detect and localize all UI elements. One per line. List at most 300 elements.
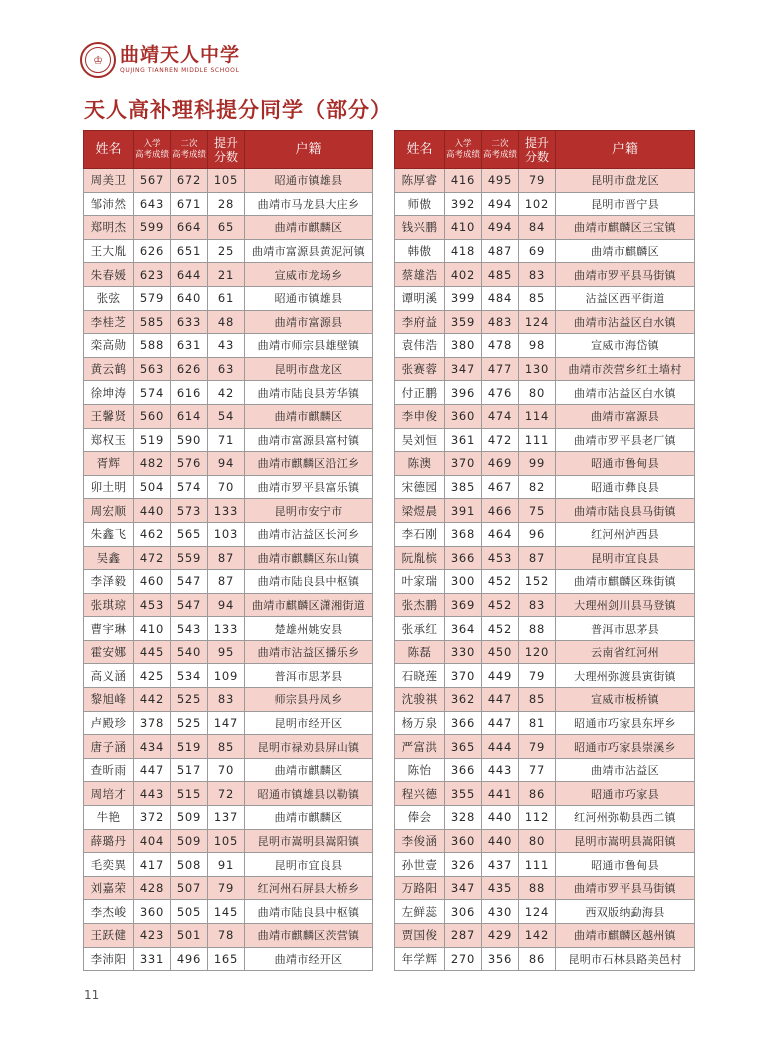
student-name: 万路阳 xyxy=(395,876,445,900)
student-name: 付正鹏 xyxy=(395,381,445,405)
score-gain: 79 xyxy=(519,664,556,688)
hometown: 昆明市晋宁县 xyxy=(556,192,695,216)
second-score: 651 xyxy=(171,239,208,263)
score-gain: 133 xyxy=(208,617,245,641)
second-score: 559 xyxy=(171,546,208,570)
entry-score: 404 xyxy=(134,829,171,853)
entry-score: 366 xyxy=(445,758,482,782)
student-name: 钱兴鹏 xyxy=(395,216,445,240)
hometown: 昭通市巧家县崇溪乡 xyxy=(556,735,695,759)
entry-score: 482 xyxy=(134,452,171,476)
second-score: 508 xyxy=(171,853,208,877)
second-score: 590 xyxy=(171,428,208,452)
entry-score: 579 xyxy=(134,286,171,310)
entry-score: 504 xyxy=(134,475,171,499)
entry-score: 331 xyxy=(134,947,171,971)
table-row xyxy=(84,688,373,712)
second-score: 452 xyxy=(482,570,519,594)
student-name: 张杰鹏 xyxy=(395,593,445,617)
second-score: 478 xyxy=(482,334,519,358)
hometown: 昆明市经开区 xyxy=(245,711,373,735)
table-row xyxy=(84,334,373,358)
student-name: 胥辉 xyxy=(84,452,134,476)
student-name: 陈磊 xyxy=(395,640,445,664)
hometown: 曲靖市麒麟区 xyxy=(556,239,695,263)
hometown: 曲靖市麒麟区珠街镇 xyxy=(556,570,695,594)
score-gain: 48 xyxy=(208,310,245,334)
second-score: 496 xyxy=(171,947,208,971)
table-row xyxy=(84,593,373,617)
second-score: 525 xyxy=(171,711,208,735)
entry-score: 574 xyxy=(134,381,171,405)
student-name: 李泽毅 xyxy=(84,570,134,594)
score-gain: 91 xyxy=(208,853,245,877)
table-row xyxy=(395,640,695,664)
student-name: 谭明溪 xyxy=(395,286,445,310)
table-row xyxy=(395,216,695,240)
second-score: 452 xyxy=(482,617,519,641)
second-score: 466 xyxy=(482,499,519,523)
student-name: 高义涵 xyxy=(84,664,134,688)
score-gain: 75 xyxy=(519,499,556,523)
score-gain: 88 xyxy=(519,876,556,900)
second-score: 547 xyxy=(171,570,208,594)
page-title: 天人高补理科提分同学（部分） xyxy=(84,98,392,122)
hometown: 曲靖市经开区 xyxy=(245,947,373,971)
hometown: 宣威市海岱镇 xyxy=(556,334,695,358)
student-name: 叶家瑞 xyxy=(395,570,445,594)
table-row xyxy=(84,357,373,381)
entry-score: 443 xyxy=(134,782,171,806)
hometown: 曲靖市富源县富村镇 xyxy=(245,428,373,452)
second-score: 534 xyxy=(171,664,208,688)
student-name: 郑明杰 xyxy=(84,216,134,240)
table-row xyxy=(395,593,695,617)
hometown: 曲靖市陆良县中枢镇 xyxy=(245,570,373,594)
hometown: 曲靖市罗平县马街镇 xyxy=(556,876,695,900)
hometown: 曲靖市麒麟区 xyxy=(245,216,373,240)
hometown: 沾益区西平街道 xyxy=(556,286,695,310)
table-row xyxy=(395,381,695,405)
table-row xyxy=(84,924,373,948)
entry-score: 326 xyxy=(445,853,482,877)
hometown: 曲靖市麒麟区潇湘街道 xyxy=(245,593,373,617)
score-gain: 81 xyxy=(519,711,556,735)
hometown: 昆明市盘龙区 xyxy=(556,169,695,193)
table-row xyxy=(395,758,695,782)
table-row xyxy=(395,310,695,334)
score-gain: 94 xyxy=(208,593,245,617)
student-name: 王馨贤 xyxy=(84,404,134,428)
score-gain: 124 xyxy=(519,310,556,334)
hometown: 昆明市安宁市 xyxy=(245,499,373,523)
hometown: 昭通市鲁甸县 xyxy=(556,853,695,877)
table-row xyxy=(84,475,373,499)
hometown: 曲靖市沾益区长河乡 xyxy=(245,522,373,546)
student-name: 牛艳 xyxy=(84,806,134,830)
school-logo xyxy=(80,42,116,78)
second-score: 616 xyxy=(171,381,208,405)
table-row xyxy=(395,829,695,853)
table-row xyxy=(395,570,695,594)
table-row xyxy=(84,758,373,782)
hometown: 曲靖市沾益区 xyxy=(556,758,695,782)
table-row xyxy=(84,522,373,546)
score-gain: 109 xyxy=(208,664,245,688)
hometown: 曲靖市麒麟区东山镇 xyxy=(245,546,373,570)
student-name: 梁煜晨 xyxy=(395,499,445,523)
table-body-left xyxy=(84,169,373,971)
second-score: 509 xyxy=(171,806,208,830)
hometown: 曲靖市师宗县雄壁镇 xyxy=(245,334,373,358)
hometown: 曲靖市罗平县富乐镇 xyxy=(245,475,373,499)
second-score: 485 xyxy=(482,263,519,287)
entry-score: 392 xyxy=(445,192,482,216)
second-score: 540 xyxy=(171,640,208,664)
second-score: 449 xyxy=(482,664,519,688)
score-gain: 80 xyxy=(519,829,556,853)
score-gain: 103 xyxy=(208,522,245,546)
table-row xyxy=(84,452,373,476)
table-row xyxy=(84,286,373,310)
second-score: 452 xyxy=(482,593,519,617)
entry-score: 416 xyxy=(445,169,482,193)
brand-block xyxy=(120,44,240,76)
entry-score: 410 xyxy=(134,617,171,641)
score-gain: 88 xyxy=(519,617,556,641)
second-score: 444 xyxy=(482,735,519,759)
entry-score: 360 xyxy=(445,829,482,853)
student-name: 王跃健 xyxy=(84,924,134,948)
second-score: 443 xyxy=(482,758,519,782)
entry-score: 366 xyxy=(445,546,482,570)
score-gain: 85 xyxy=(519,688,556,712)
col-second-score-header: 二次 高考成绩 xyxy=(171,131,208,169)
second-score: 484 xyxy=(482,286,519,310)
table-row xyxy=(84,546,373,570)
student-name: 孙世壹 xyxy=(395,853,445,877)
second-score: 476 xyxy=(482,381,519,405)
score-table-left xyxy=(83,130,373,971)
table-row xyxy=(395,617,695,641)
student-name: 栾高勋 xyxy=(84,334,134,358)
table-header-row xyxy=(84,131,373,169)
table-row xyxy=(395,664,695,688)
col-entry-score-header: 入学 高考成绩 xyxy=(134,131,171,169)
score-gain: 142 xyxy=(519,924,556,948)
table-row xyxy=(84,499,373,523)
table-body-right xyxy=(395,169,695,971)
school-name: 曲靖天人中学 xyxy=(120,44,241,66)
entry-score: 418 xyxy=(445,239,482,263)
entry-score: 365 xyxy=(445,735,482,759)
table-row xyxy=(395,900,695,924)
hometown: 昆明市嵩明县嵩阳镇 xyxy=(245,829,373,853)
entry-score: 434 xyxy=(134,735,171,759)
score-gain: 87 xyxy=(208,570,245,594)
hometown: 昆明市石林县路美邑村 xyxy=(556,947,695,971)
entry-score: 347 xyxy=(445,357,482,381)
student-name: 黄云鹤 xyxy=(84,357,134,381)
second-score: 576 xyxy=(171,452,208,476)
entry-score: 355 xyxy=(445,782,482,806)
table-row xyxy=(395,169,695,193)
table-row xyxy=(84,947,373,971)
second-score: 437 xyxy=(482,853,519,877)
second-score: 574 xyxy=(171,475,208,499)
table-row xyxy=(84,428,373,452)
hometown: 曲靖市陆良县马街镇 xyxy=(556,499,695,523)
second-score: 505 xyxy=(171,900,208,924)
entry-score: 417 xyxy=(134,853,171,877)
second-score: 440 xyxy=(482,829,519,853)
second-score: 626 xyxy=(171,357,208,381)
score-gain: 94 xyxy=(208,452,245,476)
entry-score: 347 xyxy=(445,876,482,900)
score-gain: 85 xyxy=(208,735,245,759)
entry-score: 366 xyxy=(445,711,482,735)
second-score: 507 xyxy=(171,876,208,900)
table-row xyxy=(84,192,373,216)
entry-score: 425 xyxy=(134,664,171,688)
hometown: 曲靖市茨营乡红土墙村 xyxy=(556,357,695,381)
table-row xyxy=(84,640,373,664)
entry-score: 370 xyxy=(445,664,482,688)
student-name: 程兴德 xyxy=(395,782,445,806)
student-name: 朱鑫飞 xyxy=(84,522,134,546)
entry-score: 328 xyxy=(445,806,482,830)
student-name: 薛璐丹 xyxy=(84,829,134,853)
hometown: 普洱市思茅县 xyxy=(245,664,373,688)
entry-score: 567 xyxy=(134,169,171,193)
score-gain: 28 xyxy=(208,192,245,216)
entry-score: 360 xyxy=(134,900,171,924)
student-name: 年学辉 xyxy=(395,947,445,971)
entry-score: 399 xyxy=(445,286,482,310)
score-gain: 80 xyxy=(519,381,556,405)
second-score: 633 xyxy=(171,310,208,334)
second-score: 640 xyxy=(171,286,208,310)
student-name: 曹宇琳 xyxy=(84,617,134,641)
table-row xyxy=(395,853,695,877)
hometown: 昆明市嵩明县嵩阳镇 xyxy=(556,829,695,853)
score-gain: 130 xyxy=(519,357,556,381)
score-gain: 65 xyxy=(208,216,245,240)
table-row xyxy=(84,381,373,405)
student-name: 俸会 xyxy=(395,806,445,830)
second-score: 356 xyxy=(482,947,519,971)
entry-score: 380 xyxy=(445,334,482,358)
entry-score: 306 xyxy=(445,900,482,924)
second-score: 435 xyxy=(482,876,519,900)
hometown: 昭通市镇雄县 xyxy=(245,286,373,310)
hometown: 曲靖市罗平县马街镇 xyxy=(556,263,695,287)
table-row xyxy=(395,428,695,452)
score-gain: 86 xyxy=(519,782,556,806)
entry-score: 440 xyxy=(134,499,171,523)
second-score: 430 xyxy=(482,900,519,924)
hometown: 昭通市镇雄县 xyxy=(245,169,373,193)
student-name: 邹沛然 xyxy=(84,192,134,216)
hometown: 昭通市彝良县 xyxy=(556,475,695,499)
score-gain: 54 xyxy=(208,404,245,428)
hometown: 曲靖市沾益区播乐乡 xyxy=(245,640,373,664)
hometown: 宣威市板桥镇 xyxy=(556,688,695,712)
hometown: 曲靖市麒麟区三宝镇 xyxy=(556,216,695,240)
second-score: 469 xyxy=(482,452,519,476)
hometown: 红河州弥勒县西二镇 xyxy=(556,806,695,830)
hometown: 昭通市巧家县东坪乡 xyxy=(556,711,695,735)
second-score: 519 xyxy=(171,735,208,759)
table-row xyxy=(84,711,373,735)
entry-score: 423 xyxy=(134,924,171,948)
table-row xyxy=(395,947,695,971)
table-row xyxy=(395,876,695,900)
entry-score: 626 xyxy=(134,239,171,263)
entry-score: 643 xyxy=(134,192,171,216)
hometown: 云南省红河州 xyxy=(556,640,695,664)
entry-score: 560 xyxy=(134,404,171,428)
score-gain: 87 xyxy=(519,546,556,570)
table-row xyxy=(84,876,373,900)
second-score: 440 xyxy=(482,806,519,830)
hometown: 曲靖市麒麟区 xyxy=(245,806,373,830)
score-gain: 147 xyxy=(208,711,245,735)
student-name: 师傲 xyxy=(395,192,445,216)
score-gain: 111 xyxy=(519,428,556,452)
score-gain: 145 xyxy=(208,900,245,924)
table-row xyxy=(395,452,695,476)
school-name-en: QUJING TIANREN MIDDLE SCHOOL xyxy=(120,67,240,74)
second-score: 525 xyxy=(171,688,208,712)
table-row xyxy=(395,404,695,428)
student-name: 李府益 xyxy=(395,310,445,334)
student-name: 毛奕異 xyxy=(84,853,134,877)
second-score: 565 xyxy=(171,522,208,546)
second-score: 453 xyxy=(482,546,519,570)
entry-score: 270 xyxy=(445,947,482,971)
second-score: 672 xyxy=(171,169,208,193)
entry-score: 599 xyxy=(134,216,171,240)
entry-score: 287 xyxy=(445,924,482,948)
student-name: 左鲜蕊 xyxy=(395,900,445,924)
page-number: 11 xyxy=(84,988,100,1002)
score-gain: 152 xyxy=(519,570,556,594)
score-gain: 83 xyxy=(208,688,245,712)
hometown: 普洱市思茅县 xyxy=(556,617,695,641)
hometown: 昭通市巧家县 xyxy=(556,782,695,806)
score-gain: 42 xyxy=(208,381,245,405)
hometown: 红河州石屏县大桥乡 xyxy=(245,876,373,900)
score-gain: 69 xyxy=(519,239,556,263)
hometown: 曲靖市麒麟区 xyxy=(245,758,373,782)
second-score: 494 xyxy=(482,216,519,240)
col-name-header: 姓名 xyxy=(395,131,445,169)
entry-score: 330 xyxy=(445,640,482,664)
second-score: 429 xyxy=(482,924,519,948)
table-row xyxy=(395,735,695,759)
entry-score: 519 xyxy=(134,428,171,452)
second-score: 483 xyxy=(482,310,519,334)
hometown: 曲靖市富源县 xyxy=(245,310,373,334)
entry-score: 368 xyxy=(445,522,482,546)
col-hometown-header: 户籍 xyxy=(245,131,373,169)
score-gain: 83 xyxy=(519,593,556,617)
second-score: 671 xyxy=(171,192,208,216)
entry-score: 378 xyxy=(134,711,171,735)
student-name: 李杰峻 xyxy=(84,900,134,924)
second-score: 515 xyxy=(171,782,208,806)
entry-score: 360 xyxy=(445,404,482,428)
second-score: 467 xyxy=(482,475,519,499)
score-gain: 85 xyxy=(519,286,556,310)
table-row xyxy=(395,711,695,735)
student-name: 卯土明 xyxy=(84,475,134,499)
hometown: 曲靖市富源县 xyxy=(556,404,695,428)
second-score: 474 xyxy=(482,404,519,428)
student-name: 刘嘉荣 xyxy=(84,876,134,900)
table-row xyxy=(395,192,695,216)
second-score: 487 xyxy=(482,239,519,263)
score-gain: 98 xyxy=(519,334,556,358)
table-row xyxy=(395,782,695,806)
score-gain: 86 xyxy=(519,947,556,971)
score-gain: 95 xyxy=(208,640,245,664)
entry-score: 460 xyxy=(134,570,171,594)
score-gain: 21 xyxy=(208,263,245,287)
entry-score: 623 xyxy=(134,263,171,287)
hometown: 曲靖市麒麟区沿江乡 xyxy=(245,452,373,476)
hometown: 曲靖市罗平县老厂镇 xyxy=(556,428,695,452)
table-row xyxy=(395,239,695,263)
second-score: 441 xyxy=(482,782,519,806)
score-gain: 105 xyxy=(208,829,245,853)
col-name-header: 姓名 xyxy=(84,131,134,169)
student-name: 李申俊 xyxy=(395,404,445,428)
student-name: 唐子涵 xyxy=(84,735,134,759)
second-score: 447 xyxy=(482,688,519,712)
entry-score: 391 xyxy=(445,499,482,523)
hometown: 昆明市禄劝县屏山镇 xyxy=(245,735,373,759)
table-row xyxy=(84,216,373,240)
student-name: 吴鑫 xyxy=(84,546,134,570)
score-gain: 96 xyxy=(519,522,556,546)
score-gain: 165 xyxy=(208,947,245,971)
student-name: 张弦 xyxy=(84,286,134,310)
second-score: 477 xyxy=(482,357,519,381)
student-name: 贾国俊 xyxy=(395,924,445,948)
student-name: 李桂芝 xyxy=(84,310,134,334)
entry-score: 402 xyxy=(445,263,482,287)
table-row xyxy=(84,263,373,287)
entry-score: 588 xyxy=(134,334,171,358)
table-row xyxy=(395,357,695,381)
score-gain: 61 xyxy=(208,286,245,310)
table-row xyxy=(395,475,695,499)
second-score: 517 xyxy=(171,758,208,782)
entry-score: 370 xyxy=(445,452,482,476)
hometown: 曲靖市麒麟区越州镇 xyxy=(556,924,695,948)
score-gain: 79 xyxy=(208,876,245,900)
table-row xyxy=(84,853,373,877)
student-name: 李沛阳 xyxy=(84,947,134,971)
hometown: 大理州剑川县马登镇 xyxy=(556,593,695,617)
student-name: 朱春媛 xyxy=(84,263,134,287)
score-gain: 105 xyxy=(208,169,245,193)
table-row xyxy=(395,546,695,570)
entry-score: 359 xyxy=(445,310,482,334)
hometown: 曲靖市富源县黄泥河镇 xyxy=(245,239,373,263)
